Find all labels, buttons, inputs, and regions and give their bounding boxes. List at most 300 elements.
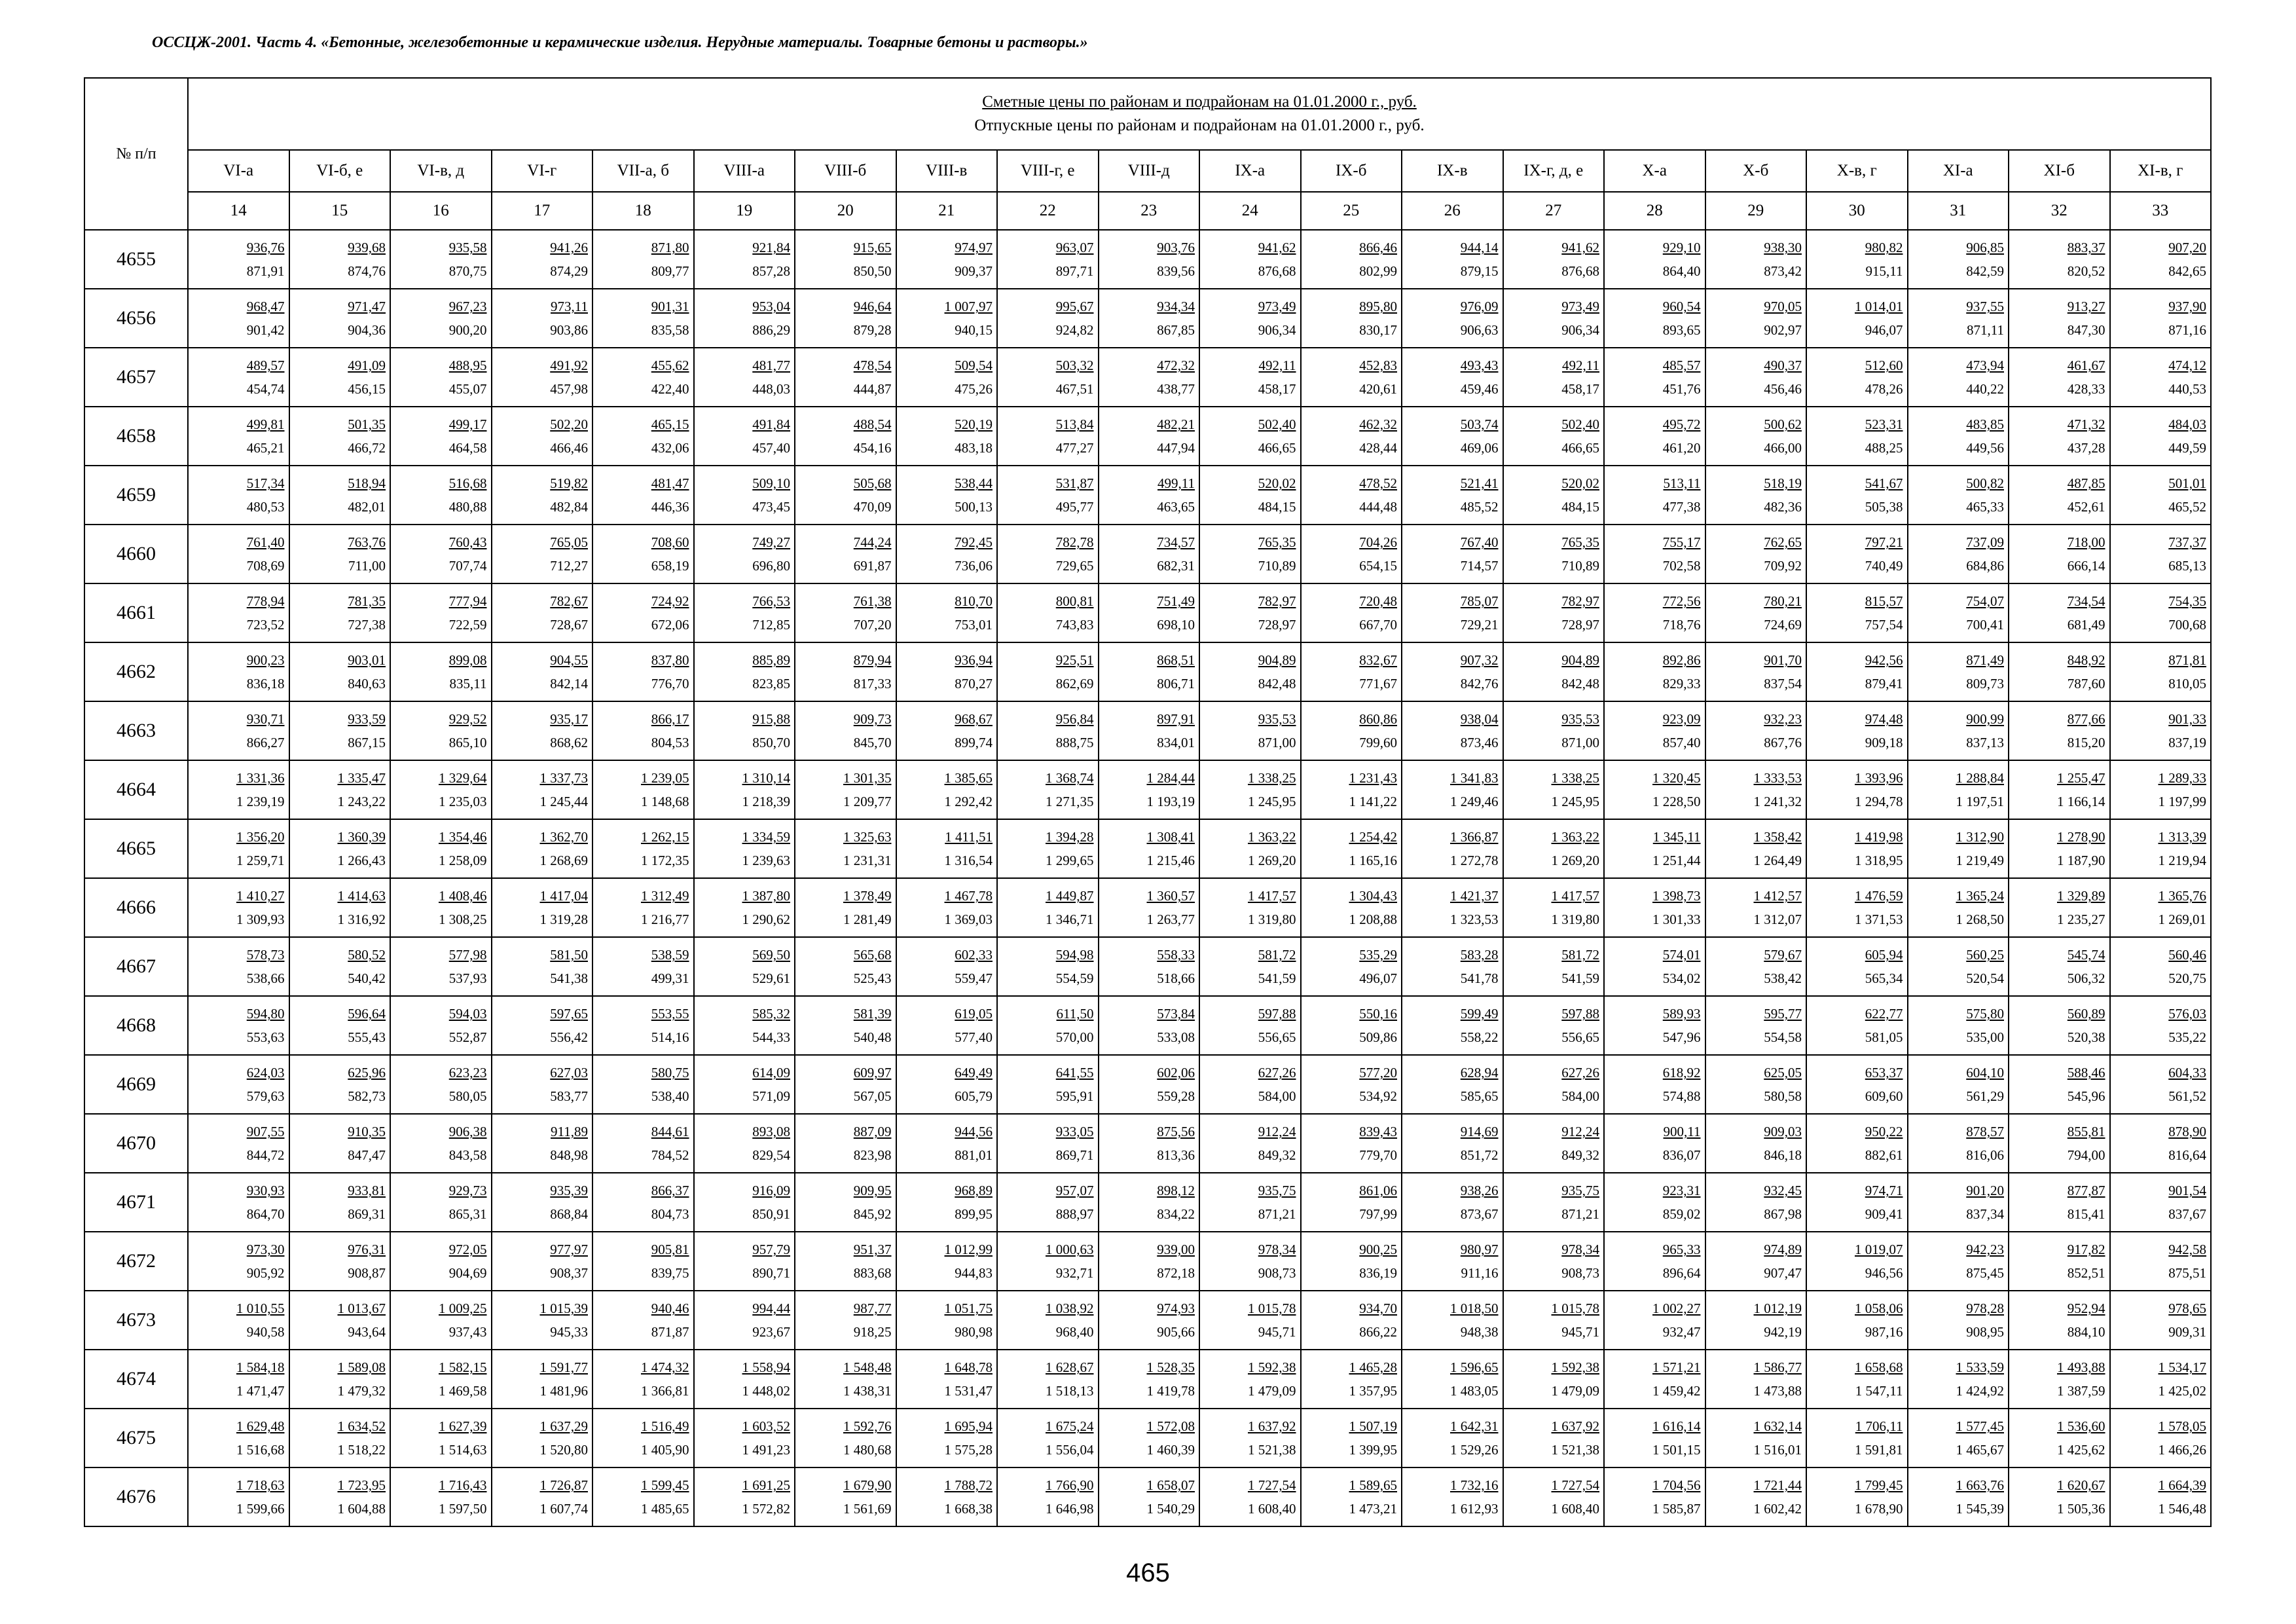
table-row bbox=[84, 1114, 2211, 1173]
table-row bbox=[84, 1055, 2211, 1114]
release-price: 428,44 bbox=[1359, 440, 1397, 456]
price-cell bbox=[1705, 1114, 1807, 1173]
estimate-price: 1 589,65 bbox=[1349, 1477, 1397, 1493]
price-cell bbox=[1402, 348, 1503, 407]
price-cell bbox=[390, 583, 492, 642]
price-cell bbox=[188, 701, 289, 760]
estimate-price: 581,39 bbox=[853, 1006, 892, 1022]
price-cell bbox=[289, 525, 391, 583]
release-price: 1 245,95 bbox=[1551, 794, 1599, 809]
release-price: 900,20 bbox=[448, 322, 487, 338]
release-price: 840,63 bbox=[348, 676, 386, 692]
release-price: 883,68 bbox=[853, 1265, 892, 1281]
release-price: 837,34 bbox=[1966, 1206, 2004, 1222]
release-price: 873,67 bbox=[1460, 1206, 1499, 1222]
release-price: 904,69 bbox=[448, 1265, 487, 1281]
price-cell bbox=[1402, 525, 1503, 583]
estimate-price: 483,85 bbox=[1966, 416, 2004, 432]
price-cell bbox=[1604, 1232, 1705, 1291]
estimate-price: 484,03 bbox=[2168, 416, 2206, 432]
estimate-price: 760,43 bbox=[448, 534, 487, 550]
release-price: 820,52 bbox=[2067, 263, 2105, 279]
release-price: 555,43 bbox=[348, 1029, 386, 1045]
price-cell bbox=[1705, 230, 1807, 289]
price-cell bbox=[2110, 996, 2212, 1055]
price-cell bbox=[1099, 1114, 1200, 1173]
release-price: 1 258,09 bbox=[439, 853, 487, 868]
estimate-price: 929,10 bbox=[1662, 240, 1701, 255]
release-price: 729,21 bbox=[1460, 617, 1499, 633]
release-price: 544,33 bbox=[752, 1029, 790, 1045]
price-cell bbox=[1908, 407, 2009, 466]
zone-header: IX-в bbox=[1402, 150, 1503, 192]
estimate-price: 785,07 bbox=[1460, 593, 1499, 609]
estimate-price: 1 603,52 bbox=[742, 1418, 790, 1434]
release-price: 556,65 bbox=[1561, 1029, 1599, 1045]
zone-header: XI-а bbox=[1908, 150, 2009, 192]
estimate-price: 901,33 bbox=[2168, 711, 2206, 727]
estimate-price: 501,35 bbox=[348, 416, 386, 432]
estimate-price: 921,84 bbox=[752, 240, 790, 255]
estimate-price: 492,11 bbox=[1258, 358, 1296, 373]
release-price: 561,29 bbox=[1966, 1088, 2004, 1104]
price-cell bbox=[1806, 996, 1908, 1055]
price-cell bbox=[289, 230, 391, 289]
price-cell bbox=[795, 348, 896, 407]
release-price: 1 572,82 bbox=[742, 1501, 790, 1517]
estimate-price: 535,29 bbox=[1359, 947, 1397, 963]
release-price: 1 269,01 bbox=[2158, 912, 2206, 927]
column-number: 16 bbox=[390, 192, 492, 230]
release-price: 478,26 bbox=[1865, 381, 1903, 397]
column-number: 19 bbox=[694, 192, 795, 230]
price-cell bbox=[1908, 466, 2009, 525]
release-price: 567,05 bbox=[853, 1088, 892, 1104]
release-price: 724,69 bbox=[1764, 617, 1802, 633]
estimate-price: 995,67 bbox=[1055, 299, 1094, 314]
release-price: 842,65 bbox=[2168, 263, 2206, 279]
price-cell bbox=[592, 289, 694, 348]
estimate-price: 1 335,47 bbox=[337, 770, 386, 786]
release-price: 449,59 bbox=[2168, 440, 2206, 456]
price-cell bbox=[592, 466, 694, 525]
row-number: 4669 bbox=[84, 1055, 188, 1114]
estimate-price: 937,55 bbox=[1966, 299, 2004, 314]
release-price: 888,97 bbox=[1055, 1206, 1094, 1222]
estimate-price: 744,24 bbox=[853, 534, 892, 550]
release-price: 1 479,09 bbox=[1248, 1383, 1296, 1399]
price-cell bbox=[1908, 1467, 2009, 1526]
price-cell bbox=[2110, 760, 2212, 819]
estimate-price: 901,70 bbox=[1764, 652, 1802, 668]
price-cell bbox=[492, 583, 593, 642]
estimate-price: 883,37 bbox=[2067, 240, 2105, 255]
release-price: 541,38 bbox=[550, 970, 588, 986]
release-price: 1 316,92 bbox=[337, 912, 386, 927]
release-price: 461,20 bbox=[1662, 440, 1701, 456]
price-cell bbox=[795, 996, 896, 1055]
price-cell bbox=[1503, 1409, 1605, 1467]
release-price: 884,10 bbox=[2067, 1324, 2105, 1340]
zone-header: VIII-а bbox=[694, 150, 795, 192]
table-row bbox=[84, 642, 2211, 701]
table-row bbox=[84, 878, 2211, 937]
price-cell bbox=[1199, 1055, 1301, 1114]
estimate-price: 915,88 bbox=[752, 711, 790, 727]
estimate-price: 1 634,52 bbox=[337, 1418, 386, 1434]
price-cell bbox=[896, 1055, 998, 1114]
release-price: 834,22 bbox=[1157, 1206, 1195, 1222]
price-cell bbox=[289, 1291, 391, 1350]
estimate-price: 871,80 bbox=[651, 240, 689, 255]
release-price: 459,46 bbox=[1460, 381, 1499, 397]
price-cell bbox=[694, 1114, 795, 1173]
release-price: 1 425,62 bbox=[2057, 1442, 2105, 1458]
price-cell bbox=[1199, 289, 1301, 348]
price-cell bbox=[1099, 1232, 1200, 1291]
price-cell bbox=[896, 289, 998, 348]
price-cell bbox=[1402, 1350, 1503, 1409]
release-price: 937,43 bbox=[448, 1324, 487, 1340]
release-price: 906,34 bbox=[1561, 322, 1599, 338]
estimate-price: 1 255,47 bbox=[2057, 770, 2105, 786]
price-cell bbox=[1705, 1291, 1807, 1350]
release-price: 700,68 bbox=[2168, 617, 2206, 633]
estimate-price: 1 387,80 bbox=[742, 888, 790, 904]
estimate-price: 911,89 bbox=[551, 1124, 588, 1139]
estimate-price: 978,65 bbox=[2168, 1301, 2206, 1316]
price-cell bbox=[1604, 1467, 1705, 1526]
release-price: 875,45 bbox=[1966, 1265, 2004, 1281]
price-cell bbox=[188, 348, 289, 407]
price-cell bbox=[1199, 701, 1301, 760]
estimate-price: 1 571,21 bbox=[1652, 1359, 1701, 1375]
estimate-price: 1 591,77 bbox=[539, 1359, 588, 1375]
estimate-price: 938,26 bbox=[1460, 1183, 1499, 1198]
release-price: 816,64 bbox=[2168, 1147, 2206, 1163]
estimate-price: 1 467,78 bbox=[944, 888, 993, 904]
release-price: 871,00 bbox=[1561, 735, 1599, 750]
release-price: 829,54 bbox=[752, 1147, 790, 1163]
release-price: 1 608,40 bbox=[1551, 1501, 1599, 1517]
estimate-price: 893,08 bbox=[752, 1124, 790, 1139]
estimate-price: 1 018,50 bbox=[1450, 1301, 1499, 1316]
estimate-price: 972,05 bbox=[448, 1242, 487, 1257]
estimate-price: 762,65 bbox=[1764, 534, 1802, 550]
estimate-price: 1 417,57 bbox=[1248, 888, 1296, 904]
estimate-price: 622,77 bbox=[1865, 1006, 1903, 1022]
estimate-price: 1 002,27 bbox=[1652, 1301, 1701, 1316]
estimate-price: 481,77 bbox=[752, 358, 790, 373]
price-cell bbox=[1199, 583, 1301, 642]
release-price: 682,31 bbox=[1157, 558, 1195, 574]
release-price: 465,52 bbox=[2168, 499, 2206, 515]
release-price: 932,47 bbox=[1662, 1324, 1701, 1340]
estimate-price: 782,97 bbox=[1258, 593, 1296, 609]
release-price: 691,87 bbox=[853, 558, 892, 574]
table-row bbox=[84, 1291, 2211, 1350]
zone-header: VIII-г, е bbox=[997, 150, 1099, 192]
release-price: 525,43 bbox=[853, 970, 892, 986]
price-cell bbox=[592, 996, 694, 1055]
release-price: 1 148,68 bbox=[641, 794, 689, 809]
release-price: 466,00 bbox=[1764, 440, 1802, 456]
release-price: 1 480,68 bbox=[843, 1442, 892, 1458]
estimate-price: 1 727,54 bbox=[1248, 1477, 1296, 1493]
estimate-price: 909,03 bbox=[1764, 1124, 1802, 1139]
price-cell bbox=[1402, 583, 1503, 642]
release-price: 980,98 bbox=[955, 1324, 993, 1340]
estimate-price: 1 012,99 bbox=[944, 1242, 993, 1257]
estimate-price: 581,72 bbox=[1258, 947, 1296, 963]
release-price: 857,40 bbox=[1662, 735, 1701, 750]
estimate-price: 488,54 bbox=[853, 416, 892, 432]
price-cell bbox=[1503, 466, 1605, 525]
estimate-price: 942,23 bbox=[1966, 1242, 2004, 1257]
estimate-price: 944,56 bbox=[955, 1124, 993, 1139]
price-cell bbox=[997, 289, 1099, 348]
price-cell bbox=[2110, 583, 2212, 642]
estimate-price: 737,09 bbox=[1966, 534, 2004, 550]
release-price: 868,84 bbox=[550, 1206, 588, 1222]
release-price: 1 424,92 bbox=[1956, 1383, 2004, 1399]
price-cell bbox=[1199, 819, 1301, 878]
release-price: 868,62 bbox=[550, 735, 588, 750]
price-cell bbox=[1099, 878, 1200, 937]
release-price: 1 218,39 bbox=[742, 794, 790, 809]
estimate-price: 923,31 bbox=[1662, 1183, 1701, 1198]
price-cell bbox=[1604, 1173, 1705, 1232]
estimate-price: 618,92 bbox=[1662, 1065, 1701, 1080]
release-price: 482,01 bbox=[348, 499, 386, 515]
estimate-price: 973,49 bbox=[1561, 299, 1599, 314]
price-cell bbox=[694, 878, 795, 937]
estimate-price: 754,35 bbox=[2168, 593, 2206, 609]
price-cell bbox=[1705, 289, 1807, 348]
estimate-price: 1 308,41 bbox=[1146, 829, 1195, 845]
release-price: 830,17 bbox=[1359, 322, 1397, 338]
estimate-price: 935,75 bbox=[1561, 1183, 1599, 1198]
price-cell bbox=[390, 525, 492, 583]
estimate-price: 724,92 bbox=[651, 593, 689, 609]
estimate-price: 653,37 bbox=[1865, 1065, 1903, 1080]
price-cell bbox=[1301, 1173, 1402, 1232]
column-number: 23 bbox=[1099, 192, 1200, 230]
release-price: 541,59 bbox=[1258, 970, 1296, 986]
estimate-price: 941,26 bbox=[550, 240, 588, 255]
estimate-price: 950,22 bbox=[1865, 1124, 1903, 1139]
price-cell bbox=[1402, 230, 1503, 289]
estimate-price: 1 642,31 bbox=[1450, 1418, 1499, 1434]
estimate-price: 594,98 bbox=[1055, 947, 1094, 963]
release-price: 815,20 bbox=[2067, 735, 2105, 750]
estimate-price: 1 329,64 bbox=[439, 770, 487, 786]
estimate-price: 848,92 bbox=[2067, 652, 2105, 668]
release-price: 534,02 bbox=[1662, 970, 1701, 986]
estimate-price: 885,89 bbox=[752, 652, 790, 668]
release-price: 1 466,26 bbox=[2158, 1442, 2206, 1458]
release-price: 466,72 bbox=[348, 440, 386, 456]
release-price: 1 516,68 bbox=[236, 1442, 285, 1458]
release-price: 871,87 bbox=[651, 1324, 689, 1340]
release-price: 1 448,02 bbox=[742, 1383, 790, 1399]
price-cell bbox=[1908, 230, 2009, 289]
release-price: 538,42 bbox=[1764, 970, 1802, 986]
zone-header: VI-г bbox=[492, 150, 593, 192]
zone-header: VII-а, б bbox=[592, 150, 694, 192]
release-price: 1 235,03 bbox=[439, 794, 487, 809]
estimate-price: 1 354,46 bbox=[439, 829, 487, 845]
price-cell bbox=[1402, 1173, 1503, 1232]
estimate-price: 994,44 bbox=[752, 1301, 790, 1316]
estimate-price: 978,28 bbox=[1966, 1301, 2004, 1316]
estimate-price: 963,07 bbox=[1055, 240, 1094, 255]
price-cell bbox=[1705, 1173, 1807, 1232]
estimate-price: 520,02 bbox=[1258, 475, 1296, 491]
release-price: 1 323,53 bbox=[1450, 912, 1499, 927]
price-cell bbox=[997, 878, 1099, 937]
estimate-price: 935,39 bbox=[550, 1183, 588, 1198]
price-cell bbox=[1705, 642, 1807, 701]
release-price: 700,41 bbox=[1966, 617, 2004, 633]
release-price: 1 271,35 bbox=[1046, 794, 1094, 809]
price-cell bbox=[1908, 701, 2009, 760]
release-price: 1 243,22 bbox=[337, 794, 386, 809]
estimate-price: 1 572,08 bbox=[1146, 1418, 1195, 1434]
price-cell bbox=[997, 1055, 1099, 1114]
column-number: 33 bbox=[2110, 192, 2212, 230]
release-price: 1 290,62 bbox=[742, 912, 790, 927]
price-cell bbox=[795, 760, 896, 819]
release-price: 890,71 bbox=[752, 1265, 790, 1281]
page-number: 465 bbox=[1126, 1559, 1170, 1587]
release-price: 946,07 bbox=[1865, 322, 1903, 338]
release-price: 740,49 bbox=[1865, 558, 1903, 574]
release-price: 538,40 bbox=[651, 1088, 689, 1104]
price-cell bbox=[1199, 1467, 1301, 1526]
price-cell bbox=[1705, 525, 1807, 583]
price-cell bbox=[492, 701, 593, 760]
price-cell bbox=[1199, 760, 1301, 819]
release-price: 556,65 bbox=[1258, 1029, 1296, 1045]
price-cell bbox=[1199, 937, 1301, 996]
estimate-price: 932,45 bbox=[1764, 1183, 1802, 1198]
price-cell bbox=[1604, 1114, 1705, 1173]
table-row bbox=[84, 289, 2211, 348]
release-price: 896,64 bbox=[1662, 1265, 1701, 1281]
estimate-price: 624,03 bbox=[246, 1065, 285, 1080]
estimate-price: 946,64 bbox=[853, 299, 892, 314]
estimate-price: 578,73 bbox=[246, 947, 285, 963]
price-cell bbox=[390, 1055, 492, 1114]
price-cell bbox=[390, 642, 492, 701]
price-cell bbox=[997, 996, 1099, 1055]
estimate-price: 1 337,73 bbox=[539, 770, 588, 786]
estimate-price: 749,27 bbox=[752, 534, 790, 550]
estimate-price: 934,70 bbox=[1359, 1301, 1397, 1316]
estimate-price: 625,05 bbox=[1764, 1065, 1802, 1080]
release-price: 1 318,95 bbox=[1855, 853, 1903, 868]
release-price: 658,19 bbox=[651, 558, 689, 574]
estimate-price: 574,01 bbox=[1662, 947, 1701, 963]
release-price: 541,78 bbox=[1460, 970, 1499, 986]
price-cell bbox=[1908, 1291, 2009, 1350]
release-price: 909,31 bbox=[2168, 1324, 2206, 1340]
price-cell bbox=[1503, 230, 1605, 289]
price-cell bbox=[1908, 1173, 2009, 1232]
price-cell bbox=[1908, 996, 2009, 1055]
price-cell bbox=[1604, 230, 1705, 289]
estimate-price: 734,54 bbox=[2067, 593, 2105, 609]
release-price: 837,67 bbox=[2168, 1206, 2206, 1222]
table-row bbox=[84, 230, 2211, 289]
release-price: 899,95 bbox=[955, 1206, 993, 1222]
release-price: 605,79 bbox=[955, 1088, 993, 1104]
release-price: 1 316,54 bbox=[944, 853, 993, 868]
price-cell bbox=[2110, 1291, 2212, 1350]
release-price: 903,86 bbox=[550, 322, 588, 338]
release-price: 859,02 bbox=[1662, 1206, 1701, 1222]
estimate-price: 909,95 bbox=[853, 1183, 892, 1198]
price-cell bbox=[1705, 348, 1807, 407]
release-price: 847,30 bbox=[2067, 322, 2105, 338]
estimate-price: 763,76 bbox=[348, 534, 386, 550]
table-row bbox=[84, 701, 2211, 760]
price-cell bbox=[492, 1055, 593, 1114]
estimate-price: 1 331,36 bbox=[236, 770, 285, 786]
price-cell bbox=[1402, 701, 1503, 760]
release-price: 506,32 bbox=[2067, 970, 2105, 986]
release-price: 804,73 bbox=[651, 1206, 689, 1222]
price-cell bbox=[1099, 348, 1200, 407]
price-cell bbox=[1806, 289, 1908, 348]
release-price: 849,32 bbox=[1258, 1147, 1296, 1163]
price-cell bbox=[2009, 289, 2110, 348]
release-price: 907,47 bbox=[1764, 1265, 1802, 1281]
estimate-price: 503,74 bbox=[1460, 416, 1499, 432]
estimate-price: 900,99 bbox=[1966, 711, 2004, 727]
release-price: 1 405,90 bbox=[641, 1442, 689, 1458]
estimate-price: 1 592,38 bbox=[1248, 1359, 1296, 1375]
estimate-price: 1 648,78 bbox=[944, 1359, 993, 1375]
price-cell bbox=[997, 701, 1099, 760]
price-cell bbox=[492, 760, 593, 819]
table-body bbox=[84, 230, 2211, 1526]
price-cell bbox=[188, 1173, 289, 1232]
estimate-price: 903,01 bbox=[348, 652, 386, 668]
release-price: 869,31 bbox=[348, 1206, 386, 1222]
release-price: 1 545,39 bbox=[1956, 1501, 2004, 1517]
release-price: 1 399,95 bbox=[1349, 1442, 1397, 1458]
release-price: 823,98 bbox=[853, 1147, 892, 1163]
release-price: 1 518,22 bbox=[337, 1442, 386, 1458]
estimate-price: 968,89 bbox=[955, 1183, 993, 1198]
estimate-price: 781,35 bbox=[348, 593, 386, 609]
release-price: 540,48 bbox=[853, 1029, 892, 1045]
estimate-price: 1 012,19 bbox=[1753, 1301, 1802, 1316]
release-price: 1 425,02 bbox=[2158, 1383, 2206, 1399]
estimate-price: 1 766,90 bbox=[1046, 1477, 1094, 1493]
estimate-price: 604,33 bbox=[2168, 1065, 2206, 1080]
release-price: 794,00 bbox=[2067, 1147, 2105, 1163]
estimate-price: 518,19 bbox=[1764, 475, 1802, 491]
price-cell bbox=[1402, 819, 1503, 878]
price-cell bbox=[1503, 1173, 1605, 1232]
price-cell bbox=[1199, 878, 1301, 937]
release-price: 864,70 bbox=[246, 1206, 285, 1222]
release-price: 709,92 bbox=[1764, 558, 1802, 574]
estimate-price: 956,84 bbox=[1055, 711, 1094, 727]
